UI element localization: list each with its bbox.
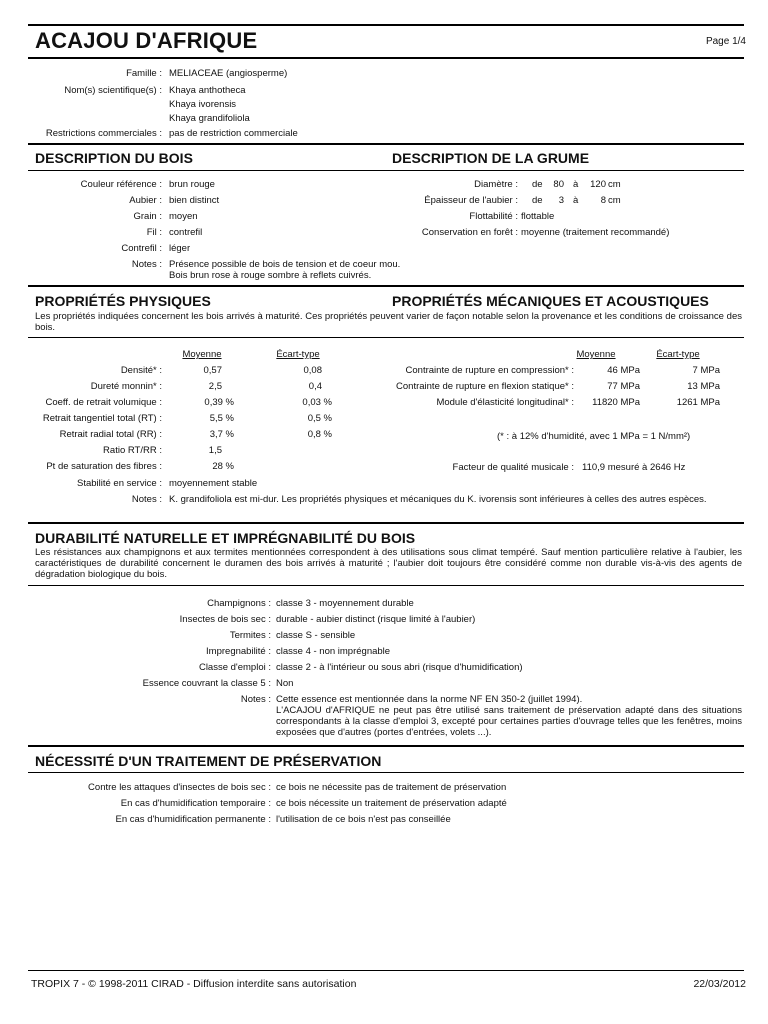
treatment-insects-label: Contre les attaques d'insectes de bois sec :: [88, 782, 271, 793]
section-title-log: DESCRIPTION DE LA GRUME: [392, 150, 590, 166]
volumetric-shrinkage-mean: 0,39 %: [204, 397, 234, 408]
treatment-permanent-label: En cas d'humidification permanente :: [115, 814, 271, 825]
sapwood-value: bien distinct: [169, 195, 220, 206]
sapwood-thickness-unit: cm: [608, 195, 621, 206]
page-number: Page 1/4: [705, 36, 746, 47]
ratio-label: Ratio RT/RR :: [103, 445, 162, 456]
forest-conservation-label: Conservation en forêt :: [421, 227, 518, 238]
dry-wood-insects-label: Insectes de bois sec :: [179, 614, 271, 625]
section-rule-treatment: [28, 745, 744, 747]
physical-intro: Les propriétés indiquées concernent les bois arrivés à maturité. Ces propriétés peuvent varier de façon notable selon la provenance et les conditions de croissance des bois.: [35, 311, 742, 333]
sapwood-label: Aubier :: [129, 195, 162, 206]
scientific-name-3: Khaya grandifoliola: [169, 113, 250, 124]
family-label: Famille :: [126, 68, 162, 79]
treatment-insects-value: ce bois ne nécessite pas de traitement de préservation: [276, 782, 507, 793]
density-sd: 0,08: [303, 365, 322, 376]
section-title-physical: PROPRIÉTÉS PHYSIQUES: [35, 293, 211, 309]
color-value: brun rouge: [169, 179, 215, 190]
musical-quality-value: 110,9 mesuré à 2646 Hz: [582, 462, 686, 473]
contrefil-value: léger: [169, 243, 191, 254]
physical-notes: K. grandifoliola est mi-dur. Les propriétés physiques et mécaniques du K. ivorensis sont inférieures à celles des autres espèces.: [169, 494, 707, 505]
radial-shrinkage-sd: 0,8 %: [307, 429, 332, 440]
sapwood-thickness-min: 3: [558, 195, 564, 206]
wood-notes-line2: Bois brun rose à rouge sombre à reflets cuivrés.: [169, 270, 372, 281]
restrictions-label: Restrictions commerciales :: [45, 128, 162, 139]
treatment-temporary-label: En cas d'humidification temporaire :: [120, 798, 271, 809]
diameter-label: Diamètre :: [474, 179, 518, 190]
termites-value: classe S - sensible: [276, 630, 356, 641]
radial-shrinkage-mean: 3,7 %: [209, 429, 234, 440]
physical-col-mean: Moyenne: [182, 349, 222, 360]
use-class-value: classe 2 - à l'intérieur ou sous abri (risque d'humidification): [276, 662, 523, 673]
section-title-durability: DURABILITÉ NATURELLE ET IMPRÉGNABILITÉ DU BOIS: [35, 530, 416, 546]
scientific-name-1: Khaya anthotheca: [169, 85, 246, 96]
fiber-saturation-label: Pt de saturation des fibres :: [46, 461, 162, 472]
class5-value: Non: [276, 678, 294, 689]
fil-label: Fil :: [146, 227, 162, 238]
density-label: Densité* :: [120, 365, 162, 376]
class5-label: Essence couvrant la classe 5 :: [142, 678, 271, 689]
stability-value: moyennement stable: [169, 478, 258, 489]
scientific-name-2: Khaya ivorensis: [169, 99, 237, 110]
dry-wood-insects-value: durable - aubier distinct (risque limité à l'aubier): [276, 614, 476, 625]
physical-col-sd: Écart-type: [276, 349, 320, 360]
section-title-mechanical: PROPRIÉTÉS MÉCANIQUES ET ACOUSTIQUES: [392, 293, 709, 309]
family-value: MELIACEAE (angiosperme): [169, 68, 288, 79]
durability-notes-line1: Cette essence est mentionnée dans la norme NF EN 350-2 (juillet 1994).: [276, 694, 583, 705]
grain-label: Grain :: [133, 211, 162, 222]
sapwood-thickness-label: Épaisseur de l'aubier :: [424, 195, 518, 206]
mechanical-col-mean: Moyenne: [576, 349, 616, 360]
fiber-saturation-mean: 28 %: [212, 461, 234, 472]
treatment-temporary-value: ce bois nécessite un traitement de préservation adapté: [276, 798, 507, 809]
compression-label: Contrainte de rupture en compression* :: [405, 365, 574, 376]
impregnability-value: classe 4 - non imprégnable: [276, 646, 391, 657]
fil-value: contrefil: [169, 227, 203, 238]
bending-label: Contrainte de rupture en flexion statique* :: [396, 381, 574, 392]
floatability-value: flottable: [521, 211, 555, 222]
mechanical-col-sd: Écart-type: [656, 349, 700, 360]
elasticity-mean: 11820 MPa: [592, 397, 640, 408]
sapwood-thickness-max: 8: [600, 195, 606, 206]
diameter-a: à: [573, 179, 579, 190]
title-rule: [28, 57, 744, 59]
color-label: Couleur référence :: [80, 179, 162, 190]
use-class-label: Classe d'emploi :: [198, 662, 271, 673]
ratio-mean: 1,5: [208, 445, 222, 456]
contrefil-label: Contrefil :: [121, 243, 162, 254]
grain-value: moyen: [169, 211, 198, 222]
floatability-label: Flottabilité :: [469, 211, 518, 222]
wood-notes-label: Notes :: [131, 259, 162, 270]
durability-intro: Les résistances aux champignons et aux termites mentionnées correspondent à des utilisations sous climat tempéré. Sauf mention particulière relative à l'aubier, les caractéristiques de durabilité concernent le duramen des bois arrivés à maturité ; l'aubier doit toujours être considéré comme non durable vis-à-vis des agents de dégradation biologique du bois.: [35, 547, 742, 580]
bending-mean: 77 MPa: [607, 381, 640, 392]
hardness-sd: 0,4: [308, 381, 322, 392]
volumetric-shrinkage-label: Coeff. de retrait volumique :: [45, 397, 162, 408]
durability-notes-line2: L'ACAJOU d'AFRIQUE ne peut pas être utilisé sans traitement de préservation adapté dans des situations correspondants à la classe d'emploi 3, excepté pour certaines parties d'ouvrage telles que les fenêtres, moins exposées que d'autres (portes d'entrées, volets ...).: [276, 705, 742, 738]
diameter-unit: cm: [608, 179, 621, 190]
compression-mean: 46 MPa: [607, 365, 640, 376]
diameter-max: 120: [590, 179, 606, 190]
fungi-label: Champignons :: [207, 598, 271, 609]
hardness-label: Dureté monnin* :: [90, 381, 162, 392]
termites-label: Termites :: [229, 630, 271, 641]
section-rule-description: [28, 143, 744, 145]
sapwood-thickness-a: à: [573, 195, 579, 206]
fungi-value: classe 3 - moyennement durable: [276, 598, 414, 609]
bending-sd: 13 MPa: [687, 381, 720, 392]
footer-date: 22/03/2012: [693, 978, 746, 990]
section-title-wood: DESCRIPTION DU BOIS: [35, 150, 193, 166]
section-underline-treatment: [28, 772, 744, 773]
compression-sd: 7 MPa: [692, 365, 720, 376]
page-title: ACAJOU D'AFRIQUE: [35, 28, 258, 53]
section-rule-properties: [28, 285, 744, 287]
diameter-de: de: [532, 179, 543, 190]
section-rule-durability: [28, 522, 744, 524]
radial-shrinkage-label: Retrait radial total (RR) :: [59, 429, 162, 440]
diameter-min: 80: [553, 179, 564, 190]
sapwood-thickness-de: de: [532, 195, 543, 206]
forest-conservation-value: moyenne (traitement recommandé): [521, 227, 670, 238]
hardness-mean: 2,5: [208, 381, 222, 392]
impregnability-label: Impregnabilité :: [206, 646, 271, 657]
volumetric-shrinkage-sd: 0,03 %: [302, 397, 332, 408]
stability-label: Stabilité en service :: [76, 478, 162, 489]
section-underline-description: [28, 170, 744, 171]
section-underline-properties: [28, 337, 744, 338]
restrictions-value: pas de restriction commerciale: [169, 128, 298, 139]
physical-notes-label: Notes :: [131, 494, 162, 505]
durability-notes-label: Notes :: [240, 694, 271, 705]
section-title-treatment: NÉCESSITÉ D'UN TRAITEMENT DE PRÉSERVATION: [35, 753, 382, 769]
footer-rule: [28, 970, 744, 971]
elasticity-label: Module d'élasticité longitudinal* :: [436, 397, 574, 408]
elasticity-sd: 1261 MPa: [676, 397, 720, 408]
tangential-shrinkage-label: Retrait tangentiel total (RT) :: [42, 413, 162, 424]
density-mean: 0,57: [203, 365, 222, 376]
tangential-shrinkage-sd: 0,5 %: [307, 413, 332, 424]
tangential-shrinkage-mean: 5,5 %: [209, 413, 234, 424]
treatment-permanent-value: l'utilisation de ce bois n'est pas conseillée: [276, 814, 451, 825]
wood-notes-line1: Présence possible de bois de tension et de coeur mou.: [169, 259, 401, 270]
section-underline-durability: [28, 585, 744, 586]
footer-copyright: TROPIX 7 - © 1998-2011 CIRAD - Diffusion interdite sans autorisation: [31, 978, 357, 990]
scientific-name-label: Nom(s) scientifique(s) :: [64, 85, 162, 96]
mechanical-footnote: (* : à 12% d'humidité, avec 1 MPa = 1 N/mm²): [497, 431, 691, 442]
top-rule: [28, 24, 744, 26]
musical-quality-label: Facteur de qualité musicale :: [452, 462, 574, 473]
